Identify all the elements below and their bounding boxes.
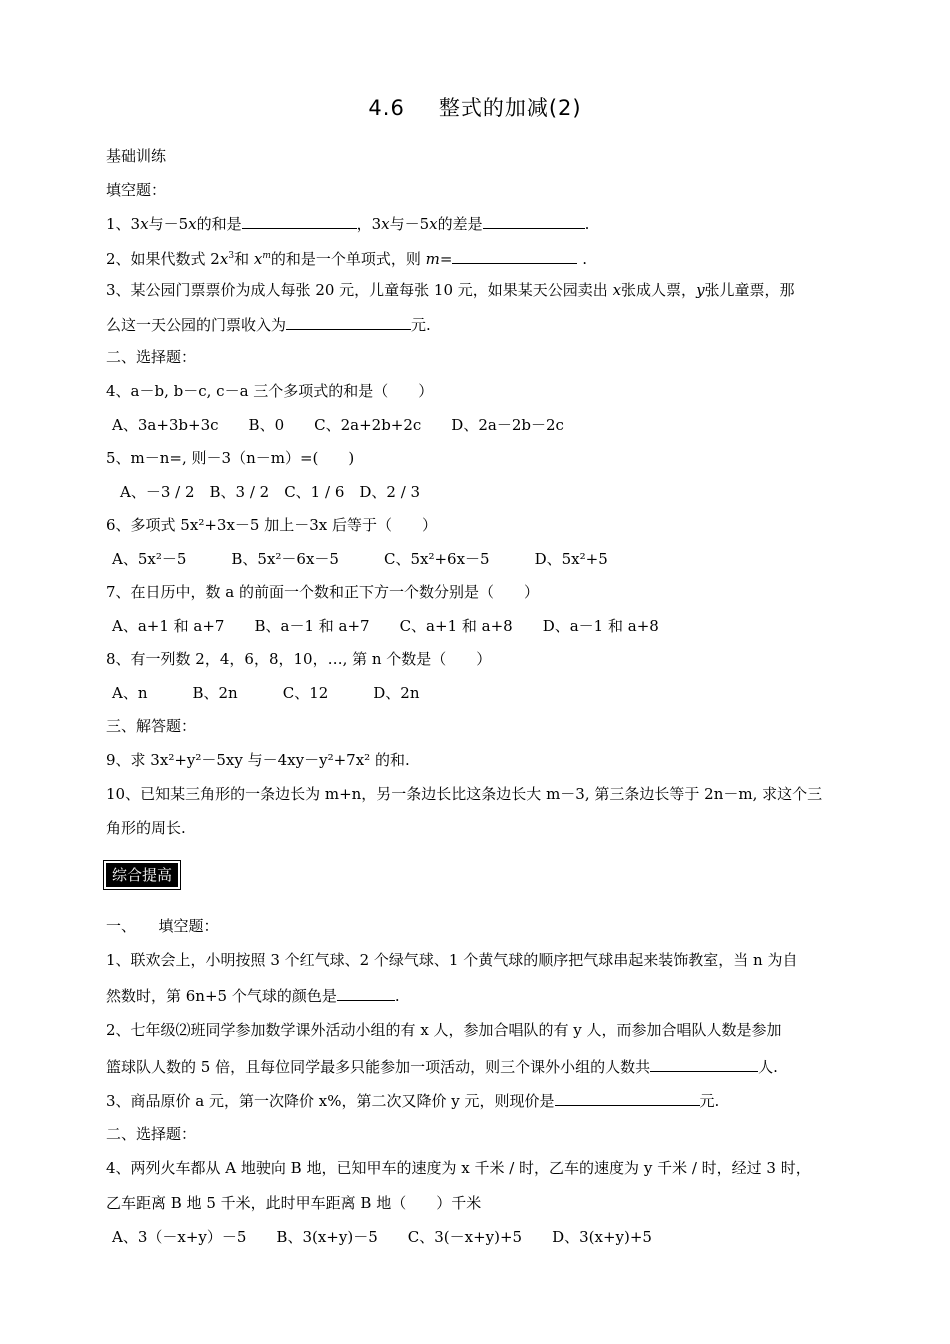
- question-3-line-1: 3、某公园门票票价为成人每张 20 元，儿童每张 10 元，如果某天公园卖出 x张成人票，y张儿童票，那: [106, 281, 795, 299]
- answer-blank[interactable]: [555, 1090, 700, 1106]
- section-solve: 三、解答题：: [106, 717, 197, 735]
- question-3-line-2: 么这一天公园的门票收入为 元.: [106, 316, 431, 334]
- section-basic-training: 基础训练: [106, 147, 167, 165]
- question-7-options: A、a+1 和 a+7 B、a－1 和 a+7 C、a+1 和 a+8 D、a－1 和 a+8: [112, 617, 659, 635]
- question-2: 2、如果代数式 $2x^3$和 $x^m$的和是一个单项式，则 m= .: [106, 250, 587, 268]
- page-title: [0, 92, 950, 122]
- question-10-line-2: 角形的周长.: [106, 819, 186, 837]
- section-advanced-choice: 二、选择题：: [106, 1125, 197, 1143]
- advanced-question-3: 3、商品原价 a 元，第一次降价 x%，第二次又降价 y 元，则现价是 元.: [106, 1092, 720, 1110]
- question-5-options: A、－3 / 2 B、3 / 2 C、1 / 6 D、2 / 3: [120, 483, 421, 501]
- question-10-line-1: 10、已知某三角形的一条边长为 m+n，另一条边长比这条边长大 m－3, 第三条边长等于 2n－m, 求这个三: [106, 785, 823, 803]
- section-choice: 二、选择题：: [106, 348, 197, 366]
- advanced-question-2-line-2: 篮球队人数的 5 倍，且每位同学最多只能参加一项活动，则三个课外小组的人数共 人.: [106, 1058, 778, 1076]
- question-9: 9、求 3x²+y²－5xy 与－4xy－y²+7x² 的和.: [106, 751, 410, 769]
- section-fill-blank: 填空题：: [106, 181, 167, 199]
- advanced-question-4-line-1: 4、两列火车都从 A 地驶向 B 地，已知甲车的速度为 x 千米 / 时，乙车的速度为 y 千米 / 时，经过 3 时，: [106, 1159, 811, 1177]
- advanced-question-1-line-2: 然数时，第 6n+5 个气球的颜色是 .: [106, 987, 400, 1005]
- advanced-question-1-line-1: 1、联欢会上，小明按照 3 个红气球、2 个绿气球、1 个黄气球的顺序把气球串起来装饰教室，当 n 为自: [106, 951, 798, 969]
- question-8: 8、有一列数 2，4，6，8，10，…, 第 n 个数是（ ）: [106, 650, 492, 668]
- title-text: 整式的加减(2): [438, 96, 582, 120]
- advanced-question-4-line-2: 乙车距离 B 地 5 千米，此时甲车距离 B 地（ ）千米: [106, 1194, 482, 1212]
- question-1: 1、3x与－5x的和是 ，3x与－5x的差是 .: [106, 215, 590, 233]
- title-number: 4.6: [368, 96, 405, 120]
- question-6-options: A、5x²－5 B、5x²－6x－5 C、5x²+6x－5 D、5x²+5: [112, 550, 608, 568]
- question-7: 7、在日历中，数 a 的前面一个数和正下方一个数分别是（ ）: [106, 583, 540, 601]
- question-6: 6、多项式 5x²+3x－5 加上－3x 后等于（ ）: [106, 516, 437, 534]
- answer-blank[interactable]: [452, 248, 577, 264]
- section-advanced-fill: 一、 填空题：: [106, 917, 219, 935]
- question-4: 4、a－b, b－c, c－a 三个多项式的和是（ ）: [106, 382, 434, 400]
- question-4-options: A、3a+3b+3c B、0 C、2a+2b+2c D、2a－2b－2c: [112, 416, 564, 434]
- answer-blank[interactable]: [242, 213, 357, 229]
- section-advanced-label: 综合提高: [106, 863, 178, 887]
- advanced-question-4-options: A、3（－x+y）－5 B、3(x+y)－5 C、3(－x+y)+5 D、3(x+y)+5: [112, 1228, 652, 1246]
- advanced-question-2-line-1: 2、七年级⑵班同学参加数学课外活动小组的有 x 人，参加合唱队的有 y 人，而参加合唱队人数是参加: [106, 1021, 782, 1039]
- answer-blank[interactable]: [483, 213, 585, 229]
- question-5: 5、m－n=, 则－3（n－m）=( ): [106, 449, 355, 467]
- answer-blank[interactable]: [286, 314, 411, 330]
- answer-blank[interactable]: [650, 1056, 758, 1072]
- answer-blank[interactable]: [337, 985, 395, 1001]
- question-8-options: A、n B、2n C、12 D、2n: [112, 684, 420, 702]
